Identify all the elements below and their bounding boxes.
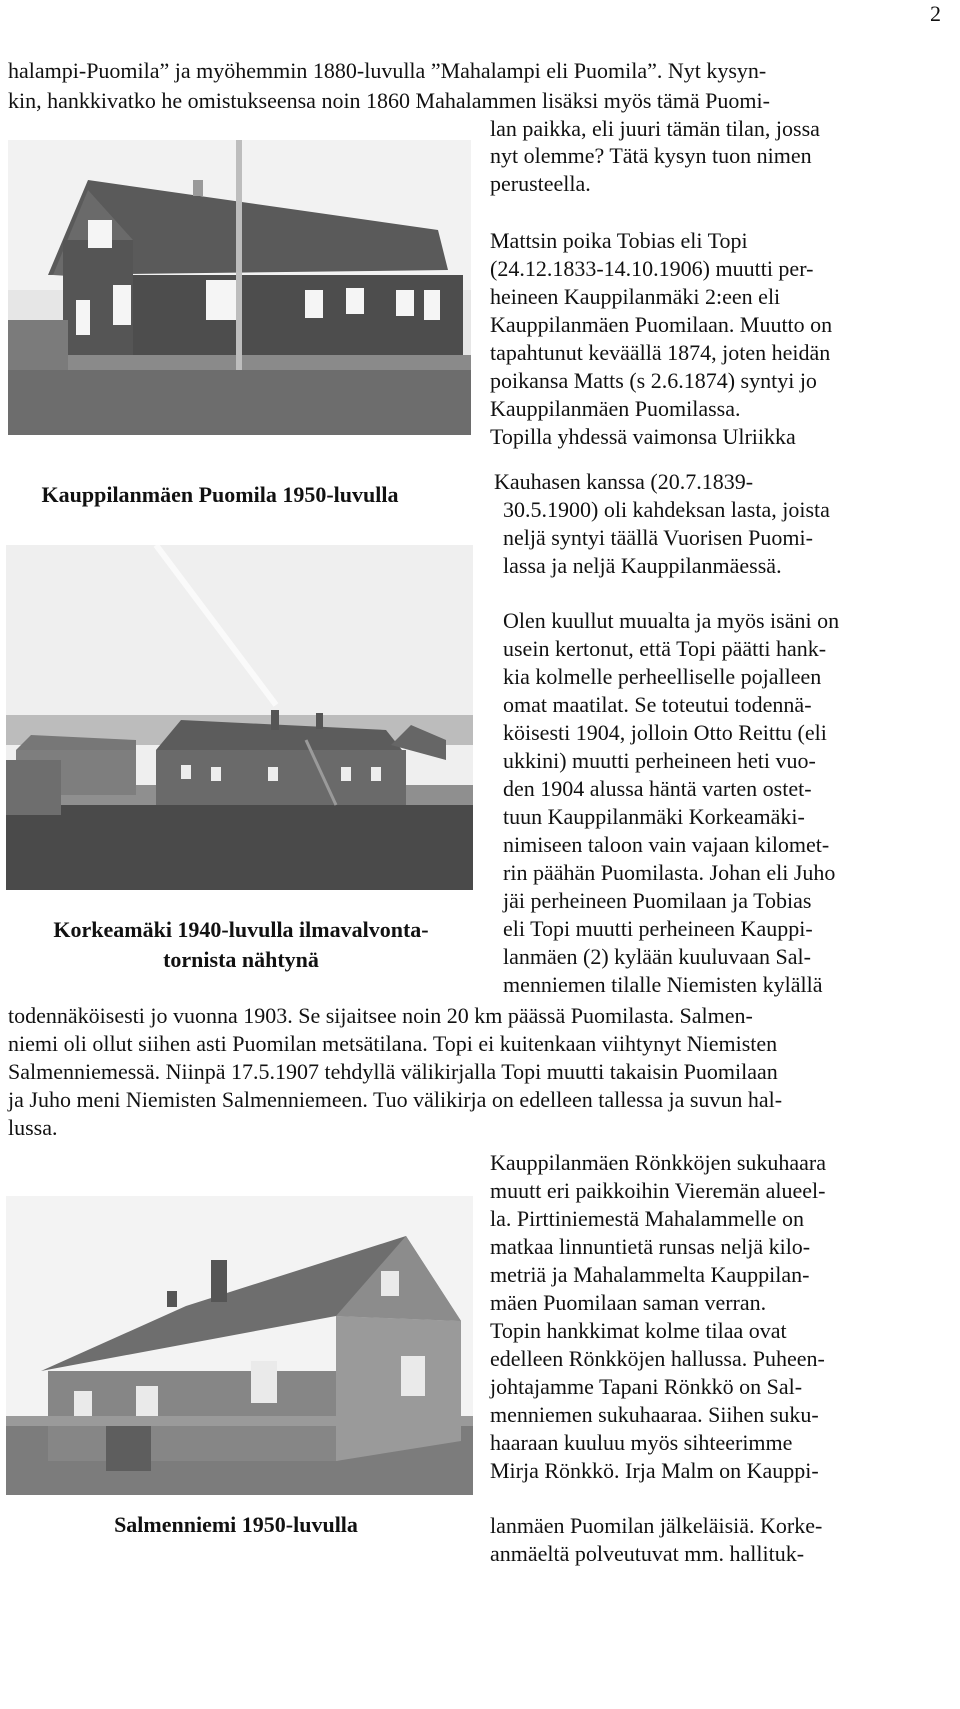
caption-photo-korkeamaki-line1: Korkeamäki 1940-luvulla ilmavalvonta- <box>53 917 429 942</box>
caption-photo-korkeamaki-line2: tornista nähtynä <box>163 947 319 972</box>
body-text-line: anmäeltä polveutuvat mm. hallituk- <box>490 1541 805 1566</box>
body-text-line: Topilla yhdessä vaimonsa Ulriikka <box>490 424 796 449</box>
body-text-line: menniemen tilalle Niemisten kylällä <box>503 972 823 997</box>
body-text-line: usein kertonut, että Topi päätti hank- <box>503 636 827 661</box>
body-text-line: niemi oli ollut siihen asti Puomilan metsätilana. Topi ei kuitenkaan viihtynyt Niemisten <box>8 1031 778 1056</box>
body-text-line: lan paikka, eli juuri tämän tilan, jossa <box>490 116 820 141</box>
body-text-line: Kauppilanmäen Rönkköjen sukuhaara <box>490 1150 827 1175</box>
body-text-line: den 1904 alussa häntä varten ostet- <box>503 776 812 801</box>
body-text-line: kin, hankkivatko he omistukseensa noin 1860 Mahalammen lisäksi myös tämä Puomi- <box>8 88 770 113</box>
caption-photo-puomila: Kauppilanmäen Puomila 1950-luvulla <box>41 482 399 507</box>
body-text-line: heineen Kauppilanmäki 2:een eli <box>490 284 781 309</box>
body-text-line: todennäköisesti jo vuonna 1903. Se sijaitsee noin 20 km päässä Puomilasta. Salmen- <box>8 1003 753 1028</box>
page-number: 2 <box>930 1 941 26</box>
body-text-line: menniemen sukuhaaraa. Siihen suku- <box>490 1402 819 1427</box>
body-text-line: metriä ja Mahalammelta Kauppilan- <box>490 1262 810 1287</box>
body-text-line: tuun Kauppilanmäki Korkeamäki- <box>503 804 805 829</box>
body-text-line: poikansa Matts (s 2.6.1874) syntyi jo <box>490 368 817 393</box>
photo-puomila <box>8 140 471 435</box>
body-text-line: rin päähän Puomilasta. Johan eli Juho <box>503 860 836 885</box>
body-text-line: Topin hankkimat kolme tilaa ovat <box>490 1318 787 1343</box>
body-text-line: Kauppilanmäen Puomilassa. <box>490 396 741 421</box>
body-text-line: Kauhasen kanssa (20.7.1839- <box>494 469 754 494</box>
body-text-line: kia kolmelle perheelliselle pojalleen <box>503 664 822 689</box>
body-text-line: la. Pirttiniemestä Mahalammelle on <box>490 1206 805 1231</box>
body-text-line: jäi perheineen Puomilaan ja Tobias <box>503 888 812 913</box>
body-text-line: nimiseen taloon vain vajaan kilomet- <box>503 832 830 857</box>
body-text-line: Salmenniemessä. Niinpä 17.5.1907 tehdyllä välikirjalla Topi muutti takaisin Puomilaan <box>8 1059 778 1084</box>
body-text-line: köisesti 1904, jolloin Otto Reittu (eli <box>503 720 827 745</box>
caption-photo-salmenniemi: Salmenniemi 1950-luvulla <box>114 1512 358 1537</box>
photo-korkeamaki <box>6 545 473 890</box>
body-text-line: Mattsin poika Tobias eli Topi <box>490 228 748 253</box>
body-text-line: lanmäen Puomilan jälkeläisiä. Korke- <box>490 1513 823 1538</box>
body-text-line: tapahtunut keväällä 1874, joten heidän <box>490 340 831 365</box>
body-text-line: haaraan kuuluu myös sihteerimme <box>490 1430 793 1455</box>
body-text-line: Olen kuullut muualta ja myös isäni on <box>503 608 840 633</box>
body-text-line: lanmäen (2) kylään kuuluvaan Sal- <box>503 944 811 969</box>
body-text-line: omat maatilat. Se toteutui todennä- <box>503 692 812 717</box>
body-text-line: matkaa linnuntietä runsas neljä kilo- <box>490 1234 811 1259</box>
body-text-line: eli Topi muutti perheineen Kauppi- <box>503 916 813 941</box>
body-text-line: ukkini) muutti perheineen heti vuo- <box>503 748 816 773</box>
body-text-line: neljä syntyi täällä Vuorisen Puomi- <box>503 525 813 550</box>
body-text-line: Mirja Rönkkö. Irja Malm on Kauppi- <box>490 1458 819 1483</box>
body-text-line: (24.12.1833-14.10.1906) muutti per- <box>490 256 814 281</box>
body-text-line: nyt olemme? Tätä kysyn tuon nimen <box>490 143 812 168</box>
body-text-line: johtajamme Tapani Rönkkö on Sal- <box>490 1374 803 1399</box>
body-text-line: lassa ja neljä Kauppilanmäessä. <box>503 553 782 578</box>
body-text-line: perusteella. <box>490 171 591 196</box>
body-text-line: edelleen Rönkköjen hallussa. Puheen- <box>490 1346 825 1371</box>
photo-salmenniemi <box>6 1196 473 1495</box>
body-text-line: halampi-Puomila” ja myöhemmin 1880-luvulla ”Mahalampi eli Puomila”. Nyt kysyn- <box>8 58 767 83</box>
body-text-line: mäen Puomilaan saman verran. <box>490 1290 767 1315</box>
body-text-line: ja Juho meni Niemisten Salmenniemeen. Tuo välikirja on edelleen tallessa ja suvun hal- <box>8 1087 783 1112</box>
body-text-line: Kauppilanmäen Puomilaan. Muutto on <box>490 312 833 337</box>
body-text-line: 30.5.1900) oli kahdeksan lasta, joista <box>503 497 830 522</box>
body-text-line: muutt eri paikkoihin Vieremän alueel- <box>490 1178 826 1203</box>
body-text-line: lussa. <box>8 1115 58 1140</box>
